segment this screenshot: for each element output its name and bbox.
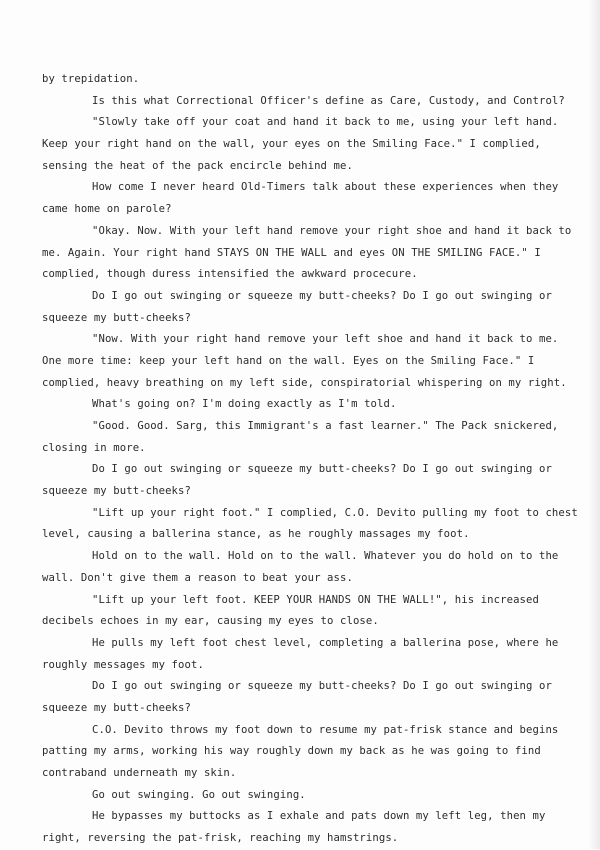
text-line: He pulls my left foot chest level, completing a ballerina pose, where he: [92, 636, 559, 649]
text-line: roughly messages my foot.: [42, 658, 204, 671]
text-line: Is this what Correctional Officer's define as Care, Custody, and Control?: [92, 94, 565, 107]
text-line: me. Again. Your right hand STAYS ON THE WALL and eyes ON THE SMILING FACE." I: [42, 246, 541, 259]
text-line: One more time: keep your left hand on the wall. Eyes on the Smiling Face." I: [42, 354, 535, 367]
text-line: decibels echoes in my ear, causing my eyes to close.: [42, 615, 379, 628]
text-line: complied, heavy breathing on my left side, conspiratorial whispering on my right.: [42, 376, 567, 389]
text-line: squeeze my butt-cheeks?: [42, 311, 191, 324]
text-line: patting my arms, working his way roughly down my back as he was going to find: [42, 745, 541, 758]
text-line: "Good. Good. Sarg, this Immigrant's a fast learner." The Pack snickered,: [92, 420, 559, 432]
text-line: complied, though duress intensified the awkward procecure.: [42, 268, 418, 281]
text-line: "Now. With your right hand remove your left shoe and hand it back to me.: [92, 333, 559, 346]
text-line: "Lift up your right foot." I complied, C.O. Devito pulling my foot to chest: [92, 506, 578, 519]
text-line: C.O. Devito throws my foot down to resume my pat-frisk stance and begins: [92, 723, 559, 736]
text-line: What's going on? I'm doing exactly as I'm told.: [92, 398, 397, 411]
text-line: Go out swinging. Go out swinging.: [92, 788, 306, 801]
text-line: Do I go out swinging or squeeze my butt-cheeks? Do I go out swinging or: [92, 289, 552, 302]
typewritten-text-body: [42, 69, 582, 850]
text-line: wall. Don't give them a reason to beat your ass.: [42, 571, 353, 584]
text-line: Do I go out swinging or squeeze my butt-cheeks? Do I go out swinging or: [92, 680, 552, 693]
text-line: right, reversing the pat-frisk, reaching my hamstrings.: [42, 832, 399, 845]
text-line: sensing the heat of the pack encircle behind me.: [42, 159, 353, 172]
text-line: squeeze my butt-cheeks?: [42, 701, 191, 714]
text-line: "Slowly take off your coat and hand it back to me, using your left hand.: [92, 116, 559, 129]
text-line: level, causing a ballerina stance, as he roughly massages my foot.: [42, 528, 470, 541]
text-line: "Okay. Now. With your left hand remove your right shoe and hand it back to: [92, 224, 572, 237]
text-line: He bypasses my buttocks as I exhale and pats down my left leg, then my: [92, 810, 546, 823]
text-line: closing in more.: [42, 441, 146, 454]
text-line: by trepidation.: [42, 73, 140, 85]
text-line: contraband underneath my skin.: [42, 767, 237, 779]
text-line: "Lift up your left foot. KEEP YOUR HANDS ON THE WALL!", his increased: [92, 593, 539, 606]
page-edge-shadow: [588, 0, 600, 849]
text-line: How come I never heard Old-Timers talk about these experiences when they: [92, 181, 559, 194]
text-line: squeeze my butt-cheeks?: [42, 485, 191, 498]
text-line: Hold on to the wall. Hold on to the wall. Whatever you do hold on to the: [92, 550, 559, 563]
text-line: Do I go out swinging or squeeze my butt-cheeks? Do I go out swinging or: [92, 463, 552, 476]
text-line: Keep your right hand on the wall, your eyes on the Smiling Face." I complied,: [42, 138, 541, 151]
text-line: came home on parole?: [42, 203, 172, 216]
